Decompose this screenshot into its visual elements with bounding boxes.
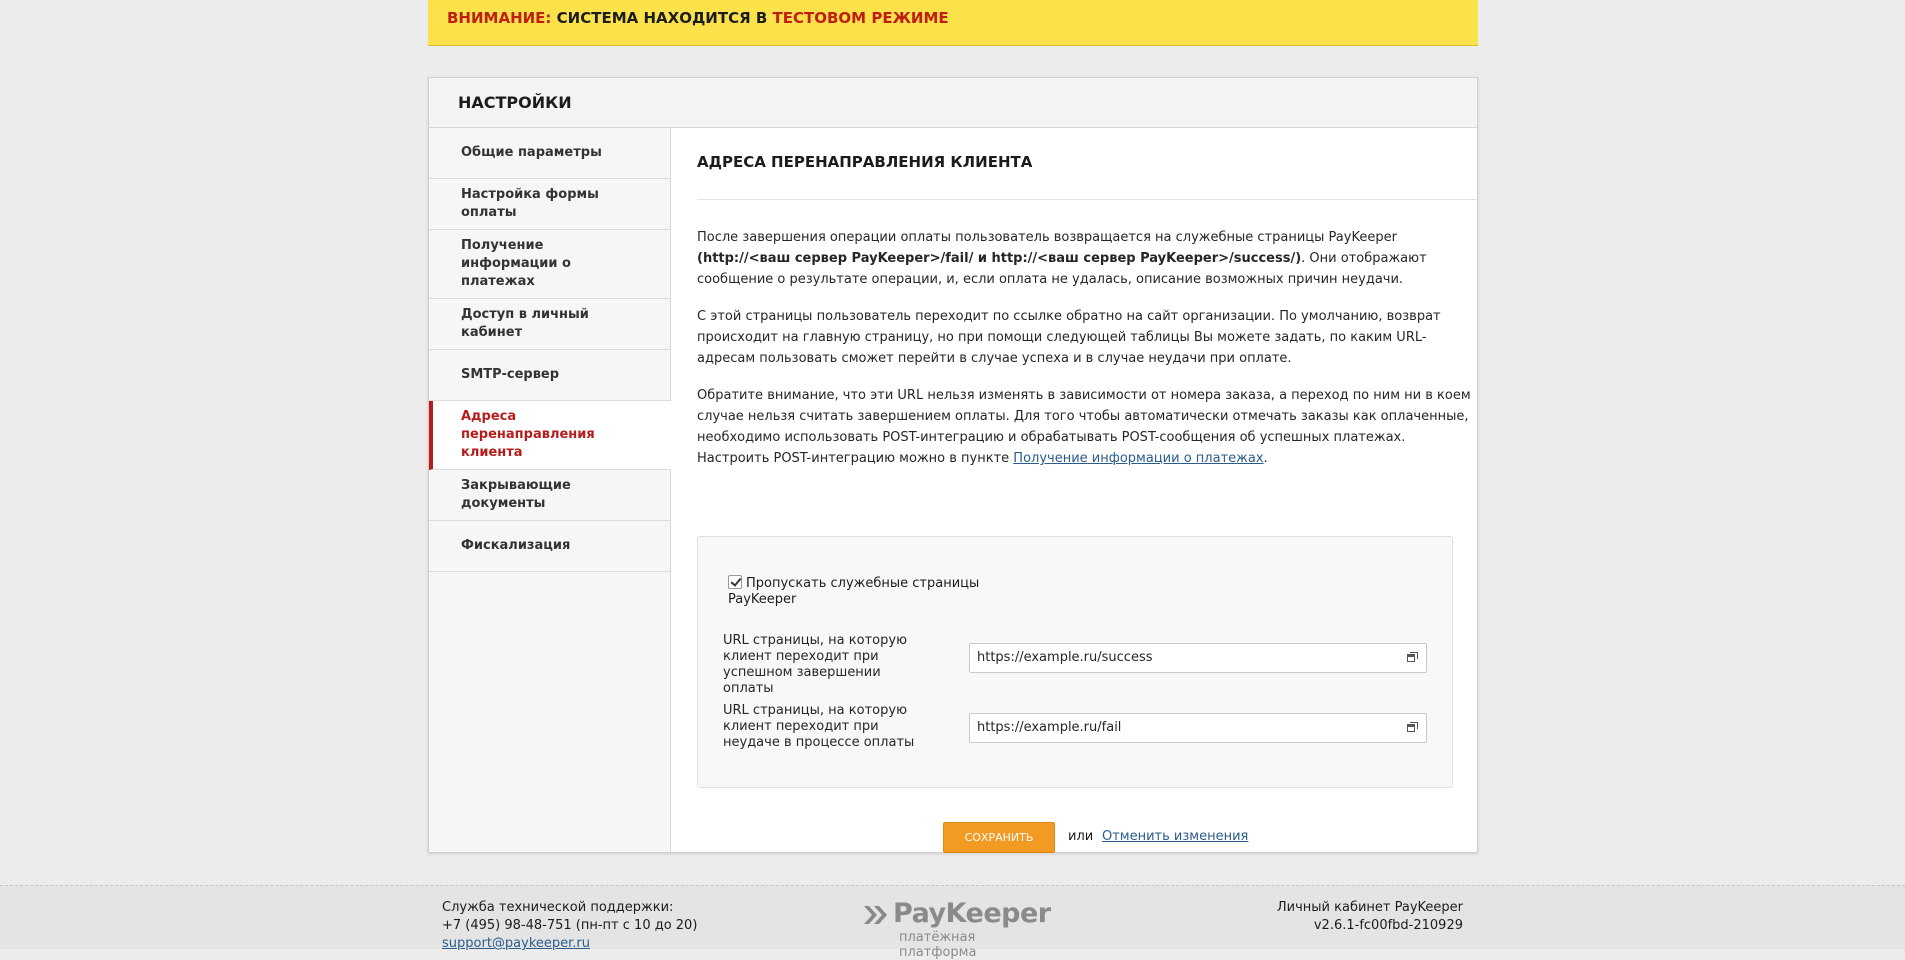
sidebar-item-label: Получение информации о платежах: [461, 238, 571, 289]
sidebar-item-closing-docs[interactable]: [429, 470, 670, 521]
fail-url-label: URL страницы, на которую клиент переходит при неудаче в процессе оплаты: [723, 703, 915, 750]
skip-pages-row[interactable]: [728, 575, 988, 608]
sidebar-item-general[interactable]: [429, 128, 670, 179]
support-phone: +7 (495) 98-48-751 (пн-пт с 10 до 20): [442, 918, 698, 933]
sidebar-item-label: Адреса перенаправления клиента: [461, 409, 595, 460]
panel-title: НАСТРОЙКИ: [429, 78, 1477, 128]
success-url-input[interactable]: [969, 643, 1427, 673]
logo-tagline: платёжная платформа: [899, 930, 977, 960]
payment-info-link[interactable]: Получение информации о платежах: [1013, 451, 1264, 466]
intro-paragraph: [697, 227, 1477, 290]
sidebar-item-cabinet-access[interactable]: [429, 299, 670, 350]
success-url-value: https://example.ru/success: [977, 650, 1153, 665]
skip-pages-label: Пропускать служебные страницы PayKeeper: [728, 576, 980, 607]
expand-icon[interactable]: [1407, 722, 1418, 732]
fail-url-value: https://example.ru/fail: [977, 720, 1122, 735]
form-actions: [697, 822, 1453, 854]
sidebar-item-label: SMTP-сервер: [461, 367, 560, 382]
or-text: или: [1068, 829, 1094, 844]
banner-mode: ТЕСТОВОМ РЕЖИМЕ: [772, 9, 949, 27]
notice-paragraph: [697, 385, 1477, 469]
support-email-link[interactable]: support@paykeeper.ru: [442, 936, 591, 951]
banner-warning-label: ВНИМАНИЕ:: [447, 9, 552, 27]
version-info: [1277, 899, 1463, 935]
logo-arrows-icon: [863, 904, 891, 926]
save-button[interactable]: СОХРАНИТЬ: [943, 822, 1055, 853]
test-mode-banner: [428, 0, 1478, 46]
support-info: [442, 899, 697, 953]
skip-pages-checkbox[interactable]: [728, 575, 742, 589]
sidebar-item-label: Общие параметры: [461, 145, 602, 160]
section-heading: АДРЕСА ПЕРЕНАПРАВЛЕНИЯ КЛИЕНТА: [697, 153, 1033, 171]
fail-url-input[interactable]: [969, 713, 1427, 743]
sidebar-item-label: Доступ в личный кабинет: [461, 307, 589, 340]
sidebar-item-label: Закрывающие документы: [461, 478, 571, 511]
footer: [0, 885, 1905, 960]
sidebar-item-label: Настройка формы оплаты: [461, 187, 599, 220]
logo-brand: PayKeeper: [893, 898, 1051, 929]
expand-icon[interactable]: [1407, 652, 1418, 662]
support-title: Служба технической поддержки:: [442, 900, 674, 915]
settings-sidebar: [429, 128, 671, 852]
sidebar-item-smtp[interactable]: [429, 350, 670, 401]
cabinet-label: Личный кабинет PayKeeper: [1276, 900, 1463, 915]
notice-text: Обратите внимание, что эти URL нельзя изменять в зависимости от номера заказа, а переход по ним ни в коем случае нельзя считать завершением оплаты. Для того чтобы автоматически отмечать заказы как оплаченные, необходимо использовать POST-интеграцию и обрабатывать POST-сообщения об успешных платежах. Настроить POST-интеграцию можно в пункте: [697, 388, 1471, 466]
cancel-changes-link[interactable]: Отменить изменения: [1102, 829, 1249, 844]
intro-text-end: . Они отображают сообщение о результате операции, и, если оплата не удалась, описание возможных причин неудачи.: [697, 251, 1427, 287]
sidebar-item-redirect-urls[interactable]: [429, 401, 671, 470]
settings-panel: [428, 77, 1478, 853]
banner-text: СИСТЕМА НАХОДИТСЯ В: [551, 9, 773, 27]
notice-end: .: [1263, 451, 1268, 466]
intro-urls: (http://<ваш сервер PayKeeper>/fail/ и http://<ваш сервер PayKeeper>/success/): [697, 251, 1302, 266]
redirect-form: [697, 536, 1453, 788]
version-label: v2.6.1-fc00fbd-210929: [1313, 918, 1463, 933]
intro-text: После завершения операции оплаты пользователь возвращается на служебные страницы PayKeeper: [697, 230, 1397, 245]
sidebar-item-payment-info[interactable]: [429, 230, 670, 299]
default-paragraph: С этой страницы пользователь переходит по ссылке обратно на сайт организации. По умолчанию, возврат происходит на главную страницу, но при помощи следующей таблицы Вы можете задать, по каким URL-адресам пользовать сможет перейти в случае успеха и в случае неудачи при оплате.: [697, 309, 1441, 366]
sidebar-item-payment-form[interactable]: [429, 179, 670, 230]
divider: [697, 199, 1477, 200]
sidebar-item-label: Фискализация: [461, 538, 571, 553]
success-url-label: URL страницы, на которую клиент переходит при успешном завершении оплаты: [723, 633, 908, 696]
paykeeper-logo[interactable]: [863, 898, 1051, 960]
content-area: [697, 128, 1477, 852]
sidebar-item-fiscalization[interactable]: [429, 521, 670, 572]
